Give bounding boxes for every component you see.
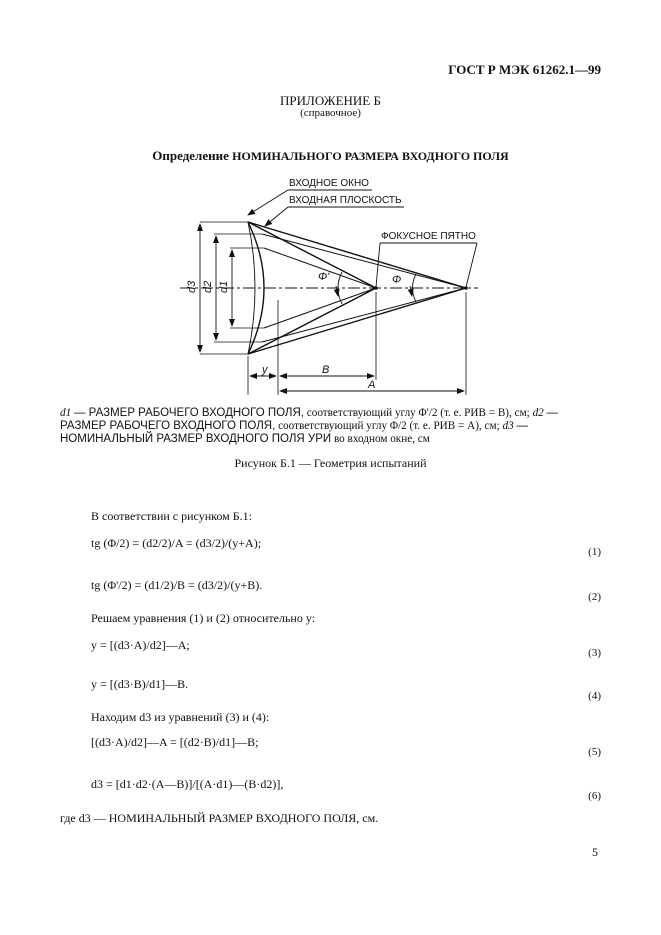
- ray-d2-bottom: [262, 288, 466, 342]
- label-B: B: [322, 364, 330, 376]
- equation-1: tg (Φ/2) = (d2/2)/A = (d3/2)/(y+A);: [91, 536, 262, 550]
- equation-number-5: (5): [588, 746, 601, 758]
- focal-spot-1: [374, 286, 378, 290]
- label-phi-prime: Φ': [318, 271, 330, 283]
- input-plane-leader: [265, 207, 288, 226]
- solve-text: Решаем уравнения (1) и (2) относительно y:: [91, 611, 316, 625]
- figure-caption: Рисунок Б.1 — Геометрия испытаний: [234, 456, 427, 470]
- equation-5: [(d3·A)/d2]—A = [(d2·B)/d1]—B;: [91, 735, 259, 749]
- where-text: где d3 — НОМИНАЛЬНЫЙ РАЗМЕР ВХОДНОГО ПОЛЯ, см.: [60, 811, 379, 825]
- label-focal-spot: ФОКУСНОЕ ПЯТНО: [381, 231, 476, 242]
- legend-d2-text: соответствующий углу Φ/2 (т. е. РИВ = A), см;: [278, 420, 500, 432]
- legend-d1-text: соответствующий углу Φ'/2 (т. е. РИВ = B), см;: [306, 407, 530, 419]
- equation-number-1: (1): [588, 546, 601, 558]
- input-window-leader: [248, 190, 288, 215]
- label-phi: Φ: [392, 274, 402, 286]
- label-d1: d1: [218, 280, 230, 293]
- legend-d1-caps: — РАЗМЕР РАБОЧЕГО ВХОДНОГО ПОЛЯ,: [73, 407, 304, 419]
- equation-3: y = [(d3·A)/d2]—A;: [91, 638, 190, 652]
- page-number: 5: [592, 845, 598, 859]
- label-d3: d3: [186, 280, 198, 293]
- label-y: y: [262, 364, 268, 376]
- focal-spot-2: [464, 286, 468, 290]
- ray-d1-bottom: [264, 288, 376, 328]
- find-text: Находим d3 из уравнений (3) и (4):: [91, 710, 270, 724]
- section-title-prefix: Определение: [152, 148, 229, 163]
- legend-d3-caps: — НОМИНАЛЬНЫЙ РАЗМЕР ВХОДНОГО ПОЛЯ УРИ: [60, 420, 528, 445]
- equation-6: d3 = [d1·d2·(A—B)]/[(A·d1)—(B·d2)],: [91, 777, 284, 791]
- label-input-plane: ВХОДНАЯ ПЛОСКОСТЬ: [289, 195, 402, 206]
- equation-number-3: (3): [588, 647, 601, 659]
- ray-d2-top: [262, 234, 466, 288]
- appendix-subtitle: (справочное): [300, 107, 361, 119]
- figure-legend: [60, 407, 605, 446]
- equation-number-4: (4): [588, 690, 601, 702]
- equation-2: tg (Φ'/2) = (d1/2)/B = (d3/2)/(y+B).: [91, 578, 263, 592]
- appendix-title: ПРИЛОЖЕНИЕ Б: [280, 93, 381, 108]
- legend-d2-symbol: d2: [532, 407, 544, 419]
- focal-spot-leader-2: [466, 243, 477, 287]
- legend-d1-symbol: d1: [60, 407, 72, 419]
- label-A: A: [368, 379, 376, 391]
- section-title-rest: НОМИНАЛЬНОГО РАЗМЕРА ВХОДНОГО ПОЛЯ: [232, 149, 509, 163]
- intro-text: В соответствии с рисунком Б.1:: [91, 509, 252, 523]
- label-d2: d2: [202, 280, 214, 293]
- legend-d3-text: во входном окне, см: [333, 433, 430, 445]
- equation-number-6: (6): [588, 790, 601, 802]
- label-input-window: ВХОДНОЕ ОКНО: [289, 178, 369, 189]
- equation-4: y = [(d3·B)/d1]—B.: [91, 677, 189, 691]
- legend-d2-caps: — РАЗМЕР РАБОЧЕГО ВХОДНОГО ПОЛЯ,: [60, 407, 559, 432]
- standard-number: ГОСТ Р МЭК 61262.1—99: [448, 62, 601, 77]
- equation-number-2: (2): [588, 591, 601, 603]
- legend-d3-symbol: d3: [502, 420, 514, 432]
